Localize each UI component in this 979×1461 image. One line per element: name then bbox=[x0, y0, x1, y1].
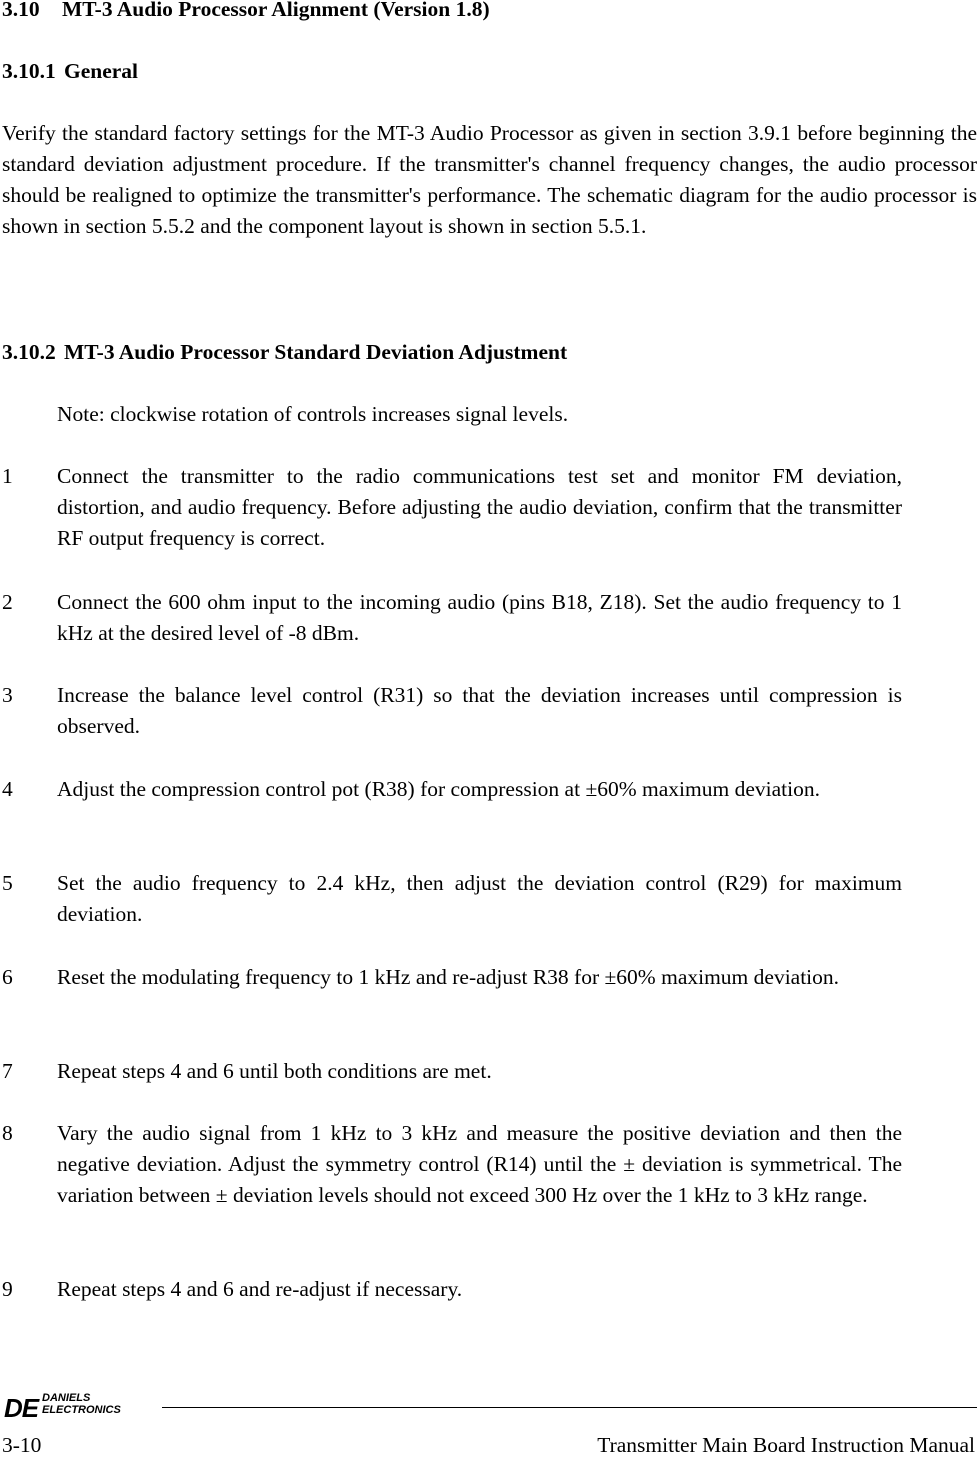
logo-line-electronics: ELECTRONICS bbox=[42, 1404, 121, 1416]
logo-mark: DE bbox=[4, 1393, 39, 1423]
subsection-number: 3.10.1 bbox=[2, 59, 56, 83]
footer-divider bbox=[162, 1407, 977, 1408]
step-number: 6 bbox=[2, 965, 13, 989]
subsection-heading-adjustment bbox=[2, 337, 567, 368]
step-number: 1 bbox=[2, 464, 13, 488]
procedure-step bbox=[2, 587, 902, 649]
procedure-step bbox=[2, 680, 902, 742]
step-text: Vary the audio signal from 1 kHz to 3 kHz and measure the positive deviation and then the negative deviation. Adjust the symmetry control (R14) until the ± deviation is symmetrical. The variation between ± deviation levels should not exceed 300 Hz over the 1 kHz to 3 kHz range. bbox=[57, 1121, 902, 1207]
step-number: 4 bbox=[2, 777, 13, 801]
step-text: Connect the transmitter to the radio communications test set and monitor FM deviation, distortion, and audio frequency. Before adjusting the audio deviation, confirm that the transmitter RF output frequency is correct. bbox=[57, 464, 902, 550]
section-heading bbox=[2, 0, 490, 25]
manual-title: Transmitter Main Board Instruction Manual bbox=[597, 1433, 975, 1457]
procedure-step bbox=[2, 461, 902, 554]
step-text: Adjust the compression control pot (R38) for compression at ±60% maximum deviation. bbox=[57, 777, 820, 801]
step-number: 8 bbox=[2, 1121, 13, 1145]
procedure-step bbox=[2, 774, 902, 805]
step-number: 3 bbox=[2, 683, 13, 707]
subsection-title: General bbox=[64, 59, 139, 83]
step-text: Connect the 600 ohm input to the incoming audio (pins B18, Z18). Set the audio frequency to 1 kHz at the desired level of -8 dBm. bbox=[57, 590, 902, 645]
section-title: MT-3 Audio Processor Alignment (Version 1.8) bbox=[62, 0, 490, 21]
subsection-heading-general bbox=[2, 56, 138, 87]
page-number: 3-10 bbox=[2, 1433, 42, 1457]
daniels-electronics-logo bbox=[4, 1390, 154, 1426]
step-text: Increase the balance level control (R31) so that the deviation increases until compression is observed. bbox=[57, 683, 902, 738]
general-paragraph: Verify the standard factory settings for the MT-3 Audio Processor as given in section 3.9.1 before beginning the standard deviation adjustment procedure. If the transmitter's channel frequency changes, the audio processor should be realigned to optimize the transmitter's performance. The schematic diagram for the audio processor is shown in section 5.5.2 and the component layout is shown in section 5.5.1. bbox=[2, 121, 977, 238]
procedure-step bbox=[2, 1118, 902, 1211]
logo-line-daniels: DANIELS bbox=[42, 1392, 91, 1404]
subsection-number: 3.10.2 bbox=[2, 340, 56, 364]
note-text: Note: clockwise rotation of controls increases signal levels. bbox=[57, 402, 569, 426]
section-number: 3.10 bbox=[2, 0, 40, 21]
procedure-step bbox=[2, 1056, 902, 1087]
procedure-step bbox=[2, 962, 902, 993]
procedure-step bbox=[2, 1274, 902, 1305]
step-text: Set the audio frequency to 2.4 kHz, then adjust the deviation control (R29) for maximum deviation. bbox=[57, 871, 902, 926]
step-text: Repeat steps 4 and 6 until both conditions are met. bbox=[57, 1059, 492, 1083]
step-number: 2 bbox=[2, 590, 13, 614]
step-text: Repeat steps 4 and 6 and re-adjust if necessary. bbox=[57, 1277, 463, 1301]
step-text: Reset the modulating frequency to 1 kHz and re-adjust R38 for ±60% maximum deviation. bbox=[57, 965, 840, 989]
step-number: 7 bbox=[2, 1059, 13, 1083]
step-number: 5 bbox=[2, 871, 13, 895]
procedure-step bbox=[2, 868, 902, 930]
subsection-title: MT-3 Audio Processor Standard Deviation Adjustment bbox=[64, 340, 568, 364]
step-number: 9 bbox=[2, 1277, 13, 1301]
